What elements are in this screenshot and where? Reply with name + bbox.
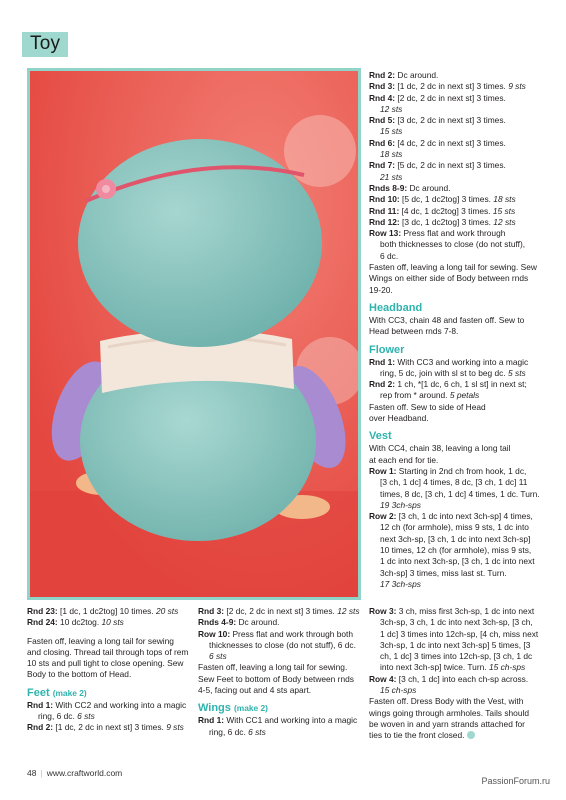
text-line: Fasten off, leaving a long tail for sewing. (198, 662, 348, 673)
text-line: 3ch-sp, 1 dc into next 3ch-sp] 5 times, [3 (380, 639, 531, 650)
text-line: Head between rnds 7-8. (369, 326, 459, 337)
text-line: Fasten off. Dress Body with the Vest, with (369, 696, 524, 707)
row-label: Rnds 8-9: (369, 182, 408, 193)
page-number: 48 (27, 768, 37, 778)
text-line: Row 13: Press flat and work through (369, 228, 506, 239)
text-line: Rnd 3: [1 dc, 2 dc in next st] 3 times. 9 sts (369, 81, 526, 92)
row-label: Rnds 4-9: (198, 617, 237, 628)
stitch-count: 12 sts (337, 606, 360, 616)
text-line: ring, 6 dc. 6 sts (38, 711, 95, 722)
text-line: 3ch-sp] 3 times, miss last st. Turn. (380, 567, 507, 578)
text-line: Rnd 24: 10 dc2tog. 10 sts (27, 617, 124, 628)
row-label: Row 4: (369, 673, 397, 684)
bottom-middle-column (198, 606, 364, 738)
text-line: Fasten off, leaving a long tail for sewing (27, 635, 174, 646)
text-line: 1 dc into next 3ch-sp, [3 ch, 1 dc into next (380, 556, 535, 567)
text-line: next 3ch-sp, [3 ch, 1 dc into next 3ch-sp] (380, 533, 531, 544)
row-label: Rnd 3: (198, 606, 225, 616)
flower-heading: Flower (369, 343, 405, 356)
text-line: 4-5, facing out and 4 sts apart. (198, 685, 312, 696)
row-label: Rnd 1: (198, 715, 225, 726)
stitch-count: 12 sts (380, 103, 403, 114)
wings-title: Wings (198, 702, 231, 715)
text-line: 10 times, 12 ch (for armhole), miss 9 sts, (380, 544, 532, 555)
row-label: Rnd 2: (369, 70, 396, 80)
row-label: Rnd 2: (369, 379, 396, 390)
text-line: Rnd 6: [4 dc, 2 dc in next st] 3 times. (369, 137, 506, 148)
text-line: Rnd 10: [5 dc, 1 dc2tog] 3 times. 18 sts (369, 194, 516, 205)
headband-heading: Headband (369, 301, 423, 314)
end-mark-icon (467, 731, 475, 739)
vest-text (369, 443, 549, 590)
section-tag: Toy (22, 32, 68, 57)
stitch-count: 18 sts (493, 194, 516, 205)
text-line: Body to the bottom of Head. (27, 669, 132, 680)
feet-title: Feet (27, 686, 50, 699)
stitch-count: 5 sts (508, 367, 526, 378)
text-line: Rnd 3: [2 dc, 2 dc in next st] 3 times. 12 sts (198, 606, 360, 616)
row-label: Rnd 3: (369, 81, 396, 92)
text-line: Row 3: 3 ch, miss first 3ch-sp, 1 dc into next (369, 606, 535, 616)
text-line: Wings on either side of Body between rnds (369, 273, 529, 284)
right-column (369, 70, 549, 590)
row-label: Rnd 6: (369, 137, 396, 148)
stitch-count: 15 sts (492, 205, 516, 216)
wings-make: (make 2) (233, 703, 268, 714)
text-line: With CC4, chain 38, leaving a long tail (369, 443, 511, 454)
text-line: ring, 5 dc, join with sl st to beg dc. 5 sts (380, 367, 526, 378)
text-line (369, 579, 549, 590)
feet-text (27, 700, 192, 734)
text-line: ties to tie the front closed. (369, 730, 554, 741)
text-line: 3ch-sp, 3 ch, 1 dc into next 3ch-sp, [3 ch, (380, 617, 533, 628)
stitch-count: 9 sts (508, 81, 526, 92)
site-url: www.craftworld.com (46, 768, 123, 778)
row-label: Rnd 5: (369, 115, 396, 126)
text-line: Rnds 4-9: Dc around. (198, 617, 280, 628)
text-line: Rnd 2: 1 ch, *[1 dc, 6 ch, 1 sl st] in next st; (369, 379, 527, 390)
text-line: be woven in and yarn strands attached for (369, 718, 525, 729)
text-line: 10 sts and pull tight to close opening. Sew (27, 658, 184, 669)
text-line: Row 2: [3 ch, 1 dc into next 3ch-sp] 4 times, (369, 511, 533, 522)
stitch-count: 18 sts (380, 149, 403, 160)
text-line: 6 dc. (380, 250, 399, 261)
text-line: Rnd 12: [3 dc, 1 dc2tog] 3 times. 12 sts (369, 216, 516, 227)
text-line: Rnd 23: [1 dc, 1 dc2tog] 10 times. 20 sts (27, 606, 179, 616)
bottom-left-column (27, 606, 192, 734)
text-line: Rnd 2: Dc around. (369, 70, 439, 80)
text-line: 1 dc] 3 times into 12ch-sp, [4 ch, miss next (380, 628, 539, 639)
text-line: times, 8 dc, [3 ch, 1 dc] 4 times, 1 dc. Turn. (380, 488, 540, 499)
text-line: Rnd 4: [2 dc, 2 dc in next st] 3 times. (369, 92, 506, 103)
text-line: Row 10: Press flat and work through both (198, 628, 354, 639)
row-label: Row 10: (198, 628, 231, 639)
watermark: PassionForum.ru (481, 776, 550, 786)
text-line: 19-20. (369, 284, 393, 295)
page-footer: 48 | www.craftworld.com (27, 768, 123, 778)
feet-heading (27, 687, 192, 700)
text-line: ch, 1 dc] 3 times into 12ch-sp, [3 ch, 1 dc (380, 651, 533, 662)
flower-text (369, 357, 549, 425)
text-line: Row 4: [3 ch, 1 dc] into each ch-sp across. (369, 673, 529, 684)
stitch-count: 9 sts (166, 722, 184, 733)
row-label: Row 3: (369, 606, 397, 616)
row-label: Rnd 1: (369, 356, 396, 367)
text-line: rep from * around. 5 petals (380, 390, 480, 401)
wings-heading (198, 702, 364, 715)
row-label: Rnd 10: (369, 194, 400, 205)
row-label: Row 13: (369, 228, 402, 239)
text-line: With CC3, chain 48 and fasten off. Sew to (369, 314, 525, 325)
stitch-count: 19 3ch-sps (380, 499, 421, 510)
text-line (369, 149, 549, 160)
stitch-count: 6 sts (248, 726, 266, 737)
text-line: Rnds 8-9: Dc around. (369, 182, 451, 193)
text-line: Row 1: Starting in 2nd ch from hook, 1 dc, (369, 465, 527, 476)
text-line: ring, 6 dc. 6 sts (209, 726, 266, 737)
text-line: thicknesses to close (do not stuff), 6 dc. (209, 639, 356, 650)
text-line: and closing. Thread tail through tops of rem (27, 646, 189, 657)
feet-continued (198, 606, 364, 696)
text-line: Rnd 1: With CC2 and working into a magic (27, 699, 187, 710)
vest-heading: Vest (369, 430, 392, 443)
text-line: into next 3ch-sp] twice. Turn. 15 ch-sps (380, 662, 526, 673)
text-line: 12 ch (for armhole), miss 9 sts, 1 dc into (380, 522, 529, 533)
text-line (369, 500, 549, 511)
text-line: Rnd 1: With CC3 and working into a magic (369, 356, 529, 367)
stitch-count: 5 petals (449, 390, 480, 401)
paragraph-gap (27, 629, 192, 636)
feet-make: (make 2) (52, 687, 87, 698)
row-label: Row 1: (369, 465, 397, 476)
stitch-count: 20 sts (155, 606, 179, 616)
stitch-count: 10 sts (101, 617, 124, 628)
text-line: both thicknesses to close (do not stuff), (380, 239, 526, 250)
text-line: Fasten off, leaving a long tail for sewing. Sew (369, 262, 537, 273)
stitch-count: 12 sts (493, 216, 516, 227)
row-label: Rnd 1: (27, 699, 54, 710)
row-label: Rnd 7: (369, 160, 396, 171)
text-line (369, 126, 549, 137)
body-rounds (27, 606, 192, 681)
text-line (369, 104, 549, 115)
row-label: Rnd 4: (369, 92, 396, 103)
stitch-count: 6 sts (77, 711, 95, 722)
text-line: [3 ch, 1 dc] 4 times, 8 dc, [3 ch, 1 dc] 11 (380, 477, 528, 488)
rnd-list-wings (369, 70, 549, 296)
text-line: Rnd 1: With CC1 and working into a magic (198, 715, 358, 726)
text-line: Fasten off. Sew to side of Head (369, 401, 486, 412)
row-label: Rnd 24: (27, 617, 58, 628)
stitch-count: 6 sts (209, 651, 227, 662)
row-label: Rnd 12: (369, 216, 400, 227)
text-line: Rnd 7: [5 dc, 2 dc in next st] 3 times. (369, 160, 506, 171)
stitch-count: 21 sts (380, 171, 403, 182)
text-line: Rnd 11: [4 dc, 1 dc2tog] 3 times. 15 sts (369, 205, 516, 216)
row-label: Row 2: (369, 511, 397, 522)
text-line (369, 172, 549, 183)
stitch-count: 15 sts (380, 126, 403, 137)
text-line: wings going through armholes. Tails should (369, 707, 529, 718)
text-line: Rnd 5: [3 dc, 2 dc in next st] 3 times. (369, 115, 506, 126)
toy-photo (27, 68, 361, 600)
stitch-count: 17 3ch-sps (380, 578, 421, 589)
text-line: over Headband. (369, 413, 429, 424)
row-label: Rnd 11: (369, 205, 400, 216)
row-label: Rnd 2: (27, 722, 54, 733)
row-label: Rnd 23: (27, 606, 58, 616)
vest-continued (369, 606, 554, 742)
stitch-count: 15 ch-sps (488, 662, 526, 673)
headband-text (369, 315, 549, 338)
text-line (198, 651, 364, 662)
text-line: Rnd 2: [1 dc, 2 dc in next st] 3 times. 9 sts (27, 722, 184, 733)
bottom-right-column (369, 606, 554, 742)
stitch-count: 15 ch-sps (380, 685, 417, 696)
text-line: Sew Feet to bottom of Body between rnds (198, 673, 354, 684)
text-line (369, 685, 554, 696)
text-line: at each end for tie. (369, 454, 439, 465)
wings-text (198, 715, 364, 738)
